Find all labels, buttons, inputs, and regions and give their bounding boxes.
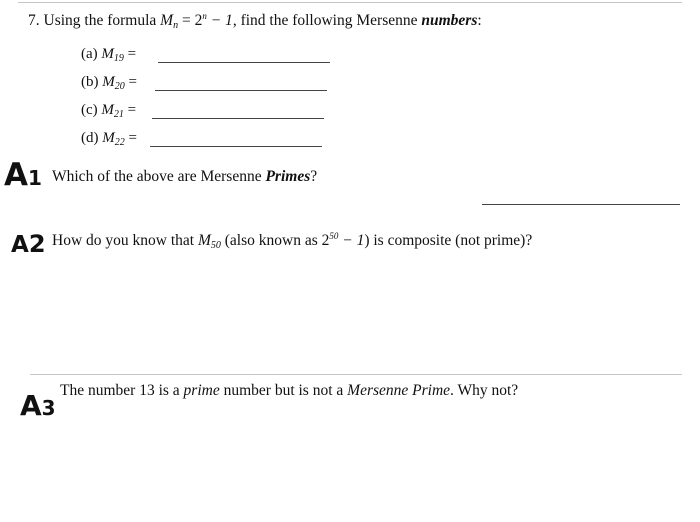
part-d: (d) $M_{22}$ = [81,130,137,148]
mersenne-primes-question: Which of the above are Mersenne Primes? [52,168,318,185]
question-intro: Using the formula [43,12,157,29]
answer-blank-b[interactable] [155,90,327,91]
m50-composite-question: How do you know that $M_{50}$ (also known as $2^{50} - 1$) is composite (not prime)? [52,231,533,251]
answer-blank-d[interactable] [150,146,322,147]
numbers-emphasis: numbers [421,12,478,29]
question-number: 7. [28,12,40,29]
part-b: (b) $M_{20}$ = [81,74,137,92]
part-c: (c) $M_{21}$ = [81,102,137,120]
answer-blank-a[interactable] [158,62,330,63]
primes-emphasis: Primes [265,168,311,185]
answer-blank-c[interactable] [152,118,324,119]
top-divider [18,2,682,3]
thirteen-question: The number 13 is a prime number but is not a Mersenne Prime. Why not? [60,382,519,399]
part-a: (a) $M_{19}$ = [81,46,137,64]
mersenne-formula: $M_n = 2^n - 1$, [160,11,237,31]
handwritten-label-a1: A1 [4,157,42,193]
handwritten-label-a2: A2 [11,230,46,258]
prime-emphasis: prime [183,382,220,399]
section-divider [30,374,682,375]
mersenne-prime-emphasis: Mersenne Prime [347,382,451,399]
answer-blank-primes[interactable] [482,204,680,205]
question-7-prompt: 7. Using the formula $M_n = 2^n - 1$, find the following Mersenne numbers: [28,11,482,31]
handwritten-label-a3: A3 [20,389,56,422]
